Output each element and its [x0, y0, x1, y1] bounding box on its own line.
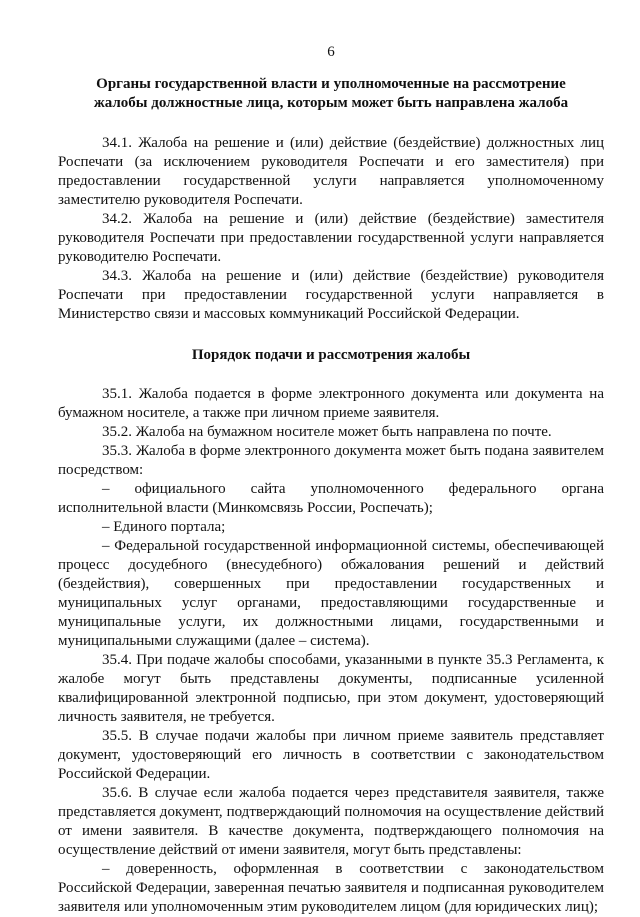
list-item-official-site: – официального сайта уполномоченного федерального органа исполнительной власти (Минкомсвязь России, Роспечать); [58, 481, 604, 516]
paragraph-35-6: 35.6. В случае если жалоба подается через представителя заявителя, также представляется документ, подтверждающий полномочия на осуществление действий от имени заявителя. В качестве документа, подтверждающего полномочия на осуществление действий от имени заявителя, могут быть представлены: [58, 785, 604, 858]
list-item-power-of-attorney: – доверенность, оформленная в соответствии с законодательством Российской Федерации, заверенная печатью заявителя и подписанная руководителем заявителя или уполномоченным этим руководителем лицом (для юридических лиц); [58, 861, 604, 915]
paragraph-35-3: 35.3. Жалоба в форме электронного документа может быть подана заявителем посредством: [58, 443, 604, 478]
heading-line-2: жалобы должностные лица, которым может быть направлена жалоба [93, 95, 569, 111]
section-heading-procedure: Порядок подачи и рассмотрения жалобы [191, 347, 471, 363]
paragraph-34-1: 34.1. Жалоба на решение и (или) действие (бездействие) должностных лиц Роспечати (за исключением руководителя Роспечати и его заместителя) при предоставлении государственной услуги направляется уполномоченному заместителю руководителя Роспечати. [58, 135, 604, 208]
heading-line-1: Органы государственной власти и уполномоченные на рассмотрение [96, 76, 566, 92]
list-item-unified-portal: – Единого портала; [102, 519, 226, 535]
page-content [58, 44, 604, 917]
paragraph-35-5: 35.5. В случае подачи жалобы при личном приеме заявитель представляет документ, удостоверяющий его личность в соответствии с законодательством Российской Федерации. [58, 728, 604, 782]
paragraph-35-1: 35.1. Жалоба подается в форме электронного документа или документа на бумажном носителе, а также при личном приеме заявителя. [58, 386, 604, 421]
paragraph-34-3: 34.3. Жалоба на решение и (или) действие (бездействие) руководителя Роспечати при предоставлении государственной услуги направляется в Министерство связи и массовых коммуникаций Российской Федерации. [58, 268, 604, 322]
paragraph-34-2: 34.2. Жалоба на решение и (или) действие (бездействие) заместителя руководителя Роспечати при предоставлении государственной услуги направляется руководителю Роспечати. [58, 211, 604, 265]
paragraph-35-2: 35.2. Жалоба на бумажном носителе может быть направлена по почте. [102, 424, 552, 440]
paragraph-35-4: 35.4. При подаче жалобы способами, указанными в пункте 35.3 Регламента, к жалобе могут быть представлены документы, подписанные усиленной квалифицированной электронной подписью, при этом документ, удостоверяющий личность заявителя, не требуется. [58, 652, 604, 725]
list-item-federal-system: – Федеральной государственной информационной системы, обеспечивающей процесс досудебного (внесудебного) обжалования решений и действий (бездействия), совершенных при предоставлении государственных и муниципальных услуг органами, предоставляющими государственные и муниципальные услуги, их должностными лицами, государственными и муниципальными служащими (далее – система). [58, 538, 604, 649]
section-heading-authorities [58, 75, 604, 113]
page-number: 6 [327, 44, 335, 60]
